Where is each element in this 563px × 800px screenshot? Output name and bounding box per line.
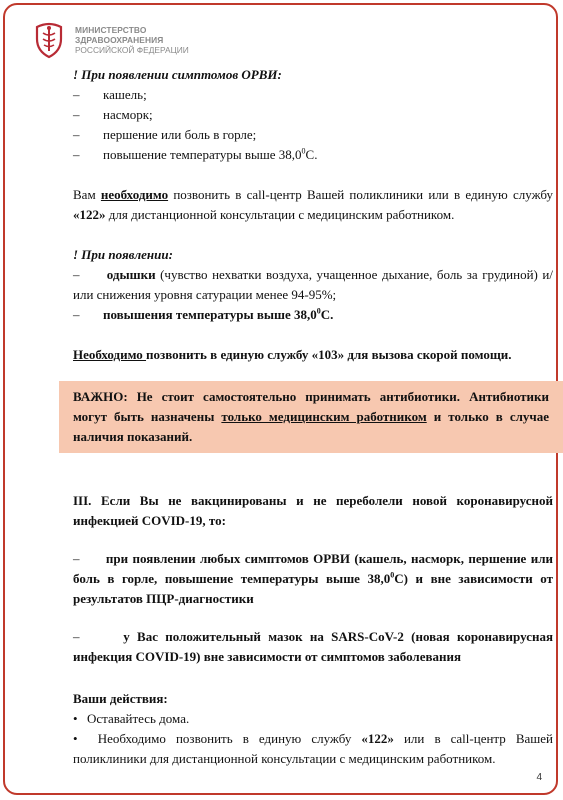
list-item-text: насморк; (103, 107, 153, 122)
temp-text: повышение температуры выше 38,0 (103, 147, 302, 162)
important-pre: ВАЖНО: Не стоит самостоятельно принимать антибиотики. Антибиотики могут быть назначены (73, 389, 549, 424)
appear-item-2-text (103, 305, 333, 325)
page-number: 4 (536, 772, 542, 783)
appear-degree: 0 (316, 306, 321, 316)
list-item (73, 125, 553, 145)
dash-marker: – (73, 267, 80, 282)
ministry-name (75, 25, 189, 55)
important-underlined: только медицинским работником (221, 409, 427, 424)
section-3-item-1-text: при появлении любых симптомов ОРВИ (кашель, насморк, першение или боль в горле, повышение температуры выше 38,0 (73, 551, 553, 586)
call-post: для дистанционной консультации с медицинским работником. (105, 207, 455, 222)
ministry-emblem-icon (31, 21, 67, 59)
appear-item-1 (73, 265, 553, 305)
actions-item-2 (73, 729, 553, 769)
para-103-text: позвонить в единую службу «103» для вызова скорой помощи. (146, 347, 512, 362)
bullet-marker: • (73, 731, 78, 746)
list-item (73, 145, 553, 165)
actions-item-1 (73, 709, 553, 729)
dash-marker: – (73, 147, 80, 162)
section-3-item-2-text: у Вас положительный мазок на SARS-CoV-2 (новая коронавирусная инфекция COVID-19) вне зависимости от симптомов заболевания (73, 629, 553, 664)
call-122: «122» (73, 207, 106, 222)
appear-item-1-text: (чувство нехватки воздуха, учащенное дыхание, боль за грудиной) и/или снижения уровня сатурации менее 94-95%; (73, 267, 553, 302)
actions-item-2-pre: Необходимо позвонить в единую службу (97, 731, 362, 746)
section-3-item-2 (73, 627, 553, 667)
dash-marker: – (73, 551, 80, 566)
para-103 (73, 345, 553, 365)
section-3-degree: 0 (390, 570, 395, 580)
dash-marker: – (73, 107, 80, 122)
actions-item-1-text: Оставайтесь дома. (87, 711, 190, 726)
section-3-heading: III. Если Вы не вакцинированы и не переболели новой коронавирусной инфекцией COVID-19, то: (73, 493, 553, 528)
document-body (73, 65, 553, 769)
important-post: и только в случае наличия показаний. (73, 409, 549, 444)
call-necessary: необходимо (100, 187, 169, 202)
list-item (73, 85, 553, 105)
temp-degree: 0 (301, 146, 306, 156)
appear-heading: ! При появлении: (73, 247, 173, 262)
list-item (73, 105, 553, 125)
appear-dyspnea: одышки (106, 267, 156, 282)
ministry-line-1: МИНИСТЕРСТВО (75, 25, 147, 35)
actions-item-2-post: или в call-центр Вашей поликлиники для дистанционной консультации с медицинским работником. (73, 731, 554, 766)
section-3-item-1-tail: С) и вне зависимости от результатов ПЦР-диагностики (73, 571, 554, 606)
call-pre: Вам (73, 187, 101, 202)
ministry-line-2: ЗДРАВООХРАНЕНИЯ (75, 35, 164, 45)
important-note (59, 381, 563, 453)
call-mid: позвонить в call-центр Вашей поликлиники или в единую службу (168, 187, 553, 202)
dash-marker: – (73, 127, 80, 142)
call-paragraph (73, 185, 553, 225)
list-item-text: першение или боль в горле; (103, 127, 257, 142)
dash-marker: – (73, 87, 80, 102)
bullet-marker: • (73, 711, 78, 726)
actions-122: «122» (361, 731, 394, 746)
para-103-necessary: Необходимо (73, 347, 147, 362)
actions-heading: Ваши действия: (73, 691, 168, 706)
orvi-heading: ! При появлении симптомов ОРВИ: (73, 67, 282, 82)
orvi-symptom-list (73, 85, 553, 165)
dash-marker: – (73, 629, 80, 644)
appear-unit: С. (320, 307, 334, 322)
document-page (3, 3, 558, 795)
appear-item-2 (73, 305, 553, 325)
appear-temp: повышения температуры выше 38,0 (103, 307, 317, 322)
list-item-text (103, 145, 317, 165)
temp-unit: С. (305, 147, 318, 162)
ministry-line-3: РОССИЙСКОЙ ФЕДЕРАЦИИ (75, 45, 189, 55)
list-item-text: кашель; (103, 87, 147, 102)
dash-marker: – (73, 307, 80, 322)
section-3-item-1 (73, 549, 553, 609)
